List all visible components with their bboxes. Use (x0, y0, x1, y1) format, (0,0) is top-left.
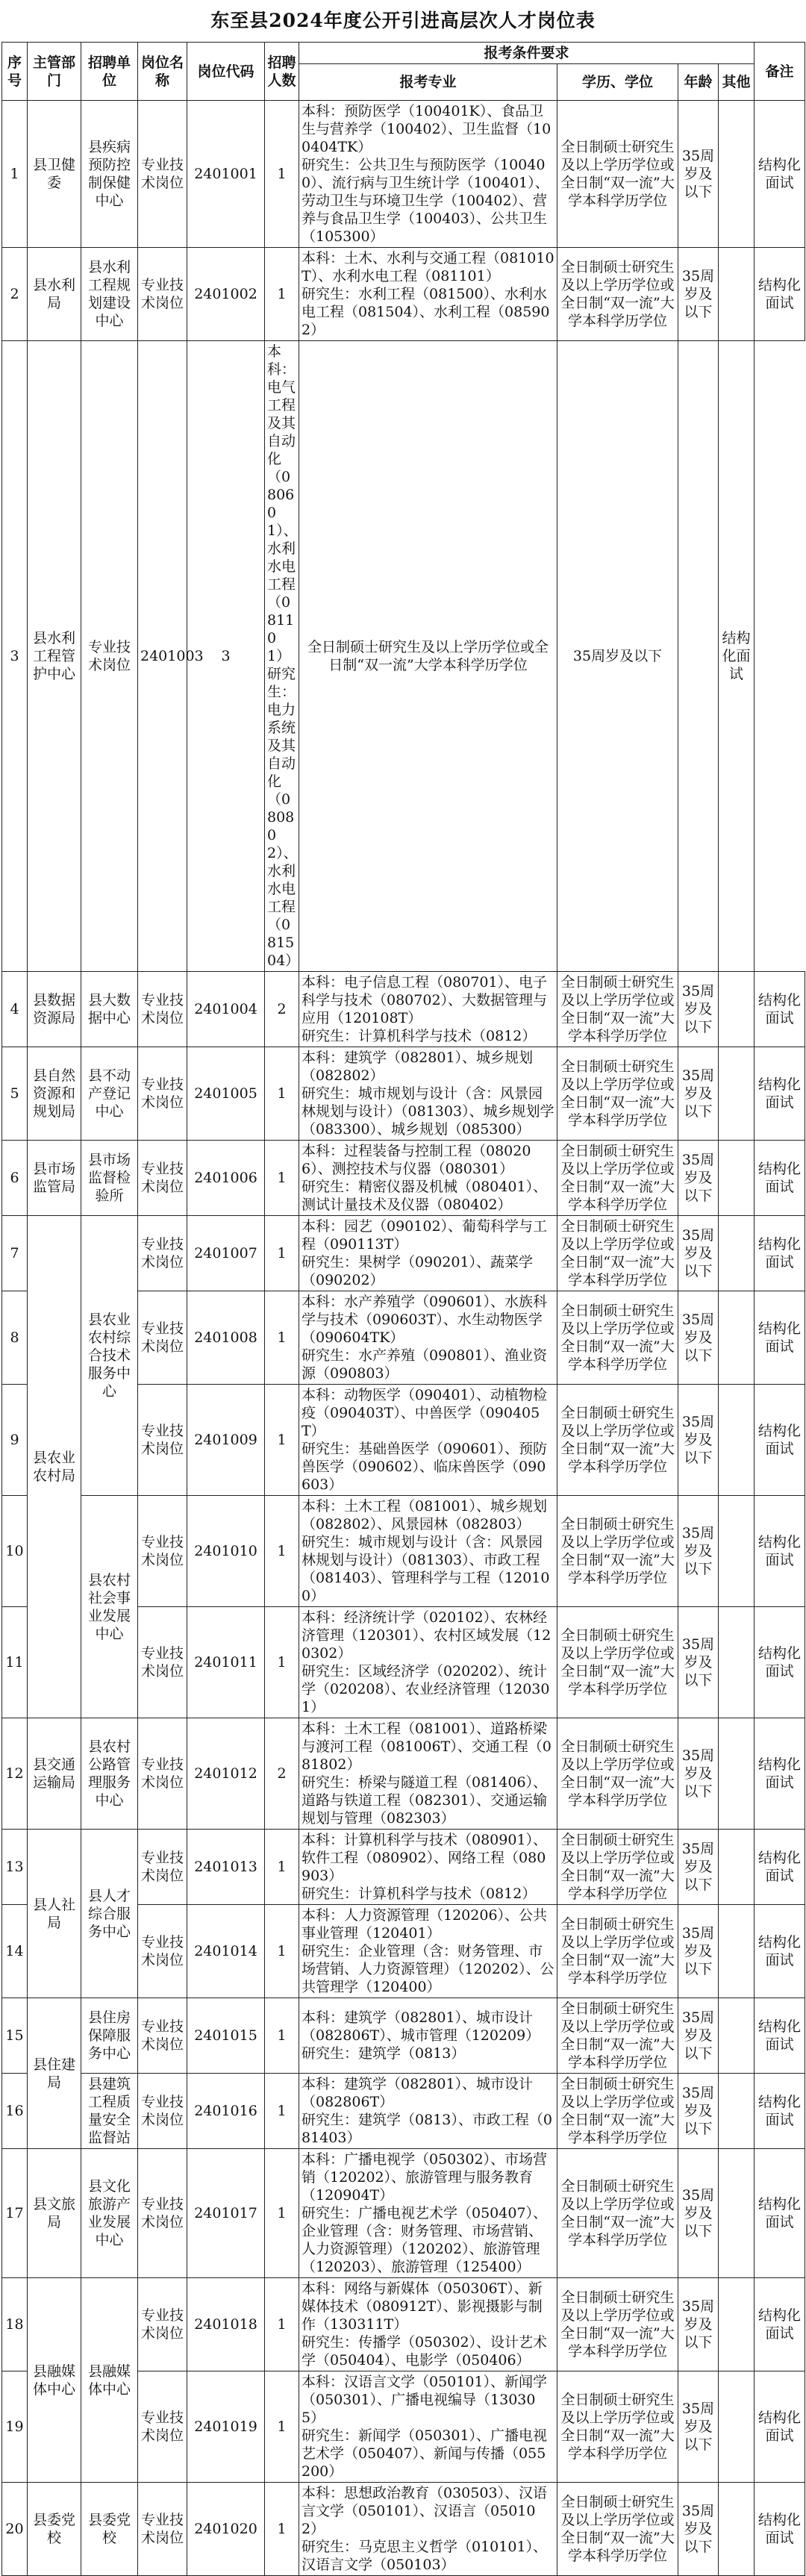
row-post-code: 2401003 (138, 341, 187, 972)
row-age: 35周岁及以下 (678, 1216, 719, 1291)
row-other (719, 101, 755, 248)
row-seq: 15 (2, 1998, 28, 2074)
row-unit: 县融媒体中心 (81, 2278, 138, 2483)
row-seq: 20 (2, 2483, 28, 2576)
row-education: 全日制硕士研究生及以上学历学位或全日制“双一流”大学本科学历学位 (557, 2278, 678, 2371)
row-post-name: 专业技术岗位 (138, 1385, 187, 1496)
row-count: 1 (265, 2149, 299, 2278)
positions-table (1, 42, 805, 2576)
row-post-name: 专业技术岗位 (81, 341, 138, 972)
row-unit: 县不动产登记中心 (81, 1047, 138, 1141)
row-other (719, 1830, 755, 1905)
row-other (719, 1718, 755, 1830)
row-count: 1 (265, 2483, 299, 2576)
row-seq: 16 (2, 2074, 28, 2149)
table-row (2, 2278, 805, 2371)
header-remark: 备注 (755, 43, 805, 101)
header-count: 招聘人数 (265, 43, 299, 101)
row-count: 1 (265, 2278, 299, 2371)
row-age: 35周岁及以下 (678, 1607, 719, 1718)
row-other (719, 2278, 755, 2371)
row-major: 本科：人力资源管理（120206）、公共事业管理（120401） 研究生：企业管理（含：财务管理、市场营销、人力资源管理）（120202）、公共管理学（120400） (299, 1905, 557, 1998)
row-post-code: 2401014 (187, 1905, 265, 1998)
row-count: 1 (265, 2371, 299, 2483)
row-other (719, 2371, 755, 2483)
row-major: 本科：过程装备与控制工程（080206）、测控技术与仪器（080301） 研究生：精密仪器及机械（080401）、测试计量技术及仪器（080402） (299, 1141, 557, 1216)
row-dept: 县水利局 (28, 248, 81, 341)
row-dept: 县文旅局 (28, 2149, 81, 2278)
row-other (719, 248, 755, 341)
row-other (719, 1607, 755, 1718)
row-post-code: 2401018 (187, 2278, 265, 2371)
row-other (719, 1141, 755, 1216)
row-unit: 县水利工程管护中心 (28, 341, 81, 972)
row-major: 本科：电气工程及其自动化（080601）、水利水电工程（081101） 研究生：电力系统及其自动化（080802）、水利水电工程（081504） (265, 341, 299, 972)
row-major: 本科：广播电视学（050302）、市场营销（120202）、旅游管理与服务教育（120904T） 研究生：广播电视艺术学（050407）、企业管理（含：财务管理、市场营销、人力资源管理）（120202）、旅游管理（120203）、旅游管理（125400） (299, 2149, 557, 2278)
row-age: 35周岁及以下 (678, 1718, 719, 1830)
row-remark: 结构化面试 (755, 1830, 805, 1905)
row-post-name: 专业技术岗位 (138, 101, 187, 248)
row-unit: 县农村社会事业发展中心 (81, 1496, 138, 1718)
row-remark: 结构化面试 (755, 1141, 805, 1216)
row-remark: 结构化面试 (755, 2149, 805, 2278)
row-post-name: 专业技术岗位 (138, 1047, 187, 1141)
row-remark: 结构化面试 (755, 2074, 805, 2149)
table-row (2, 101, 805, 248)
row-education: 全日制硕士研究生及以上学历学位或全日制“双一流”大学本科学历学位 (557, 1496, 678, 1607)
row-education: 全日制硕士研究生及以上学历学位或全日制“双一流”大学本科学历学位 (557, 1830, 678, 1905)
row-age: 35周岁及以下 (678, 1291, 719, 1385)
table-row (2, 1718, 805, 1830)
row-seq: 9 (2, 1385, 28, 1496)
row-post-code: 2401012 (187, 1718, 265, 1830)
header-education: 学历、学位 (557, 64, 678, 101)
row-dept: 县住建局 (28, 1998, 81, 2149)
row-seq: 12 (2, 1718, 28, 1830)
row-post-code: 2401009 (187, 1385, 265, 1496)
row-age: 35周岁及以下 (678, 1905, 719, 1998)
row-seq: 7 (2, 1216, 28, 1291)
table-row (2, 248, 805, 341)
row-count: 1 (265, 1496, 299, 1607)
row-seq: 4 (2, 972, 28, 1047)
row-remark: 结构化面试 (755, 1718, 805, 1830)
row-seq: 8 (2, 1291, 28, 1385)
table-row (2, 341, 805, 972)
row-count: 1 (265, 1607, 299, 1718)
header-other: 其他 (719, 64, 755, 101)
row-other (719, 972, 755, 1047)
table-row (2, 1047, 805, 1141)
row-seq: 19 (2, 2371, 28, 2483)
row-education: 全日制硕士研究生及以上学历学位或全日制“双一流”大学本科学历学位 (557, 1905, 678, 1998)
table-row (2, 1216, 805, 1291)
row-education: 全日制硕士研究生及以上学历学位或全日制“双一流”大学本科学历学位 (557, 2074, 678, 2149)
header-post-name: 岗位名称 (138, 43, 187, 101)
row-age: 35周岁及以下 (678, 1830, 719, 1905)
row-other (719, 1047, 755, 1141)
row-education: 全日制硕士研究生及以上学历学位或全日制“双一流”大学本科学历学位 (557, 1718, 678, 1830)
row-count: 1 (265, 1047, 299, 1141)
row-post-name: 专业技术岗位 (138, 2371, 187, 2483)
table-row (2, 2074, 805, 2149)
row-major: 本科：经济统计学（020102）、农林经济管理（120301）、农村区域发展（120302） 研究生：区域经济学（020202）、统计学（020208）、农业经济管理（120301） (299, 1607, 557, 1718)
row-seq: 5 (2, 1047, 28, 1141)
row-count: 2 (265, 1718, 299, 1830)
header-age: 年龄 (678, 64, 719, 101)
row-dept: 县卫健委 (28, 101, 81, 248)
row-other (719, 1496, 755, 1607)
row-post-code: 2401020 (187, 2483, 265, 2576)
row-seq: 14 (2, 1905, 28, 1998)
header-unit: 招聘单位 (81, 43, 138, 101)
row-age: 35周岁及以下 (678, 2371, 719, 2483)
row-dept: 县融媒体中心 (28, 2278, 81, 2483)
row-post-name: 专业技术岗位 (138, 1607, 187, 1718)
table-row (2, 1496, 805, 1607)
row-dept: 县农业农村局 (28, 1216, 81, 1718)
row-age: 35周岁及以下 (678, 2074, 719, 2149)
row-age: 35周岁及以下 (557, 341, 678, 972)
row-other (719, 2149, 755, 2278)
row-major: 本科：预防医学（100401K）、食品卫生与营养学（100402）、卫生监督（100404TK） 研究生：公共卫生与预防医学（100400）、流行病与卫生统计学（100401）、劳动卫生与环境卫生学（100402）、营养与食品卫生学（100403）、公共卫生（105300） (299, 101, 557, 248)
row-remark: 结构化面试 (755, 1385, 805, 1496)
row-unit: 县委党校 (81, 2483, 138, 2576)
row-education: 全日制硕士研究生及以上学历学位或全日制“双一流”大学本科学历学位 (557, 1385, 678, 1496)
row-education: 全日制硕士研究生及以上学历学位或全日制“双一流”大学本科学历学位 (299, 341, 557, 972)
row-seq: 1 (2, 101, 28, 248)
row-education: 全日制硕士研究生及以上学历学位或全日制“双一流”大学本科学历学位 (557, 248, 678, 341)
row-remark: 结构化面试 (755, 1905, 805, 1998)
row-remark: 结构化面试 (755, 1047, 805, 1141)
row-education: 全日制硕士研究生及以上学历学位或全日制“双一流”大学本科学历学位 (557, 2149, 678, 2278)
row-major: 本科：网络与新媒体（050306T）、新媒体技术（080912T）、影视摄影与制作（130311T） 研究生：传播学（050302）、设计艺术学（050404）、电影学（050406） (299, 2278, 557, 2371)
row-remark: 结构化面试 (755, 1496, 805, 1607)
row-other (719, 2483, 755, 2576)
positions-table-body (2, 101, 805, 2576)
row-unit: 县农村公路管理服务中心 (81, 1718, 138, 1830)
row-other (719, 1905, 755, 1998)
row-education: 全日制硕士研究生及以上学历学位或全日制“双一流”大学本科学历学位 (557, 1291, 678, 1385)
row-post-name: 专业技术岗位 (138, 2074, 187, 2149)
row-dept: 县数据资源局 (28, 972, 81, 1047)
row-seq: 11 (2, 1607, 28, 1718)
row-count: 1 (265, 1998, 299, 2074)
row-remark: 结构化面试 (755, 972, 805, 1047)
row-remark: 结构化面试 (755, 1216, 805, 1291)
row-post-name: 专业技术岗位 (138, 1718, 187, 1830)
table-row (2, 1998, 805, 2074)
table-row (2, 2483, 805, 2576)
row-post-name: 专业技术岗位 (138, 1496, 187, 1607)
row-dept: 县市场监管局 (28, 1141, 81, 1216)
row-other (719, 2074, 755, 2149)
row-count: 1 (265, 1905, 299, 1998)
row-post-name: 专业技术岗位 (138, 2278, 187, 2371)
row-major: 本科：建筑学（082801）、城市设计（082806T） 研究生：建筑学（0813）、市政工程（081403） (299, 2074, 557, 2149)
row-count: 1 (265, 1830, 299, 1905)
row-post-name: 专业技术岗位 (138, 2483, 187, 2576)
row-seq: 6 (2, 1141, 28, 1216)
table-row (2, 1830, 805, 1905)
row-post-code: 2401015 (187, 1998, 265, 2074)
row-seq: 18 (2, 2278, 28, 2371)
row-age: 35周岁及以下 (678, 101, 719, 248)
row-post-name: 专业技术岗位 (138, 1141, 187, 1216)
row-remark: 结构化面试 (755, 1607, 805, 1718)
row-major: 本科：土木工程（081001）、城乡规划（082802）、风景园林（082803） 研究生：城市规划与设计（含：风景园林规划与设计）（081303）、市政工程（081403）、管理科学与工程（120100） (299, 1496, 557, 1607)
row-age: 35周岁及以下 (678, 972, 719, 1047)
row-seq: 17 (2, 2149, 28, 2278)
row-post-code: 2401006 (187, 1141, 265, 1216)
row-unit: 县建筑工程质量安全监督站 (81, 2074, 138, 2149)
row-age: 35周岁及以下 (678, 248, 719, 341)
row-count: 1 (265, 1216, 299, 1291)
row-major: 本科：思想政治教育（030503）、汉语言文学（050101）、汉语言（050102） 研究生：马克思主义哲学（010101）、汉语言文学（050103） (299, 2483, 557, 2576)
row-age: 35周岁及以下 (678, 1998, 719, 2074)
row-post-name: 专业技术岗位 (138, 1998, 187, 2074)
row-education: 全日制硕士研究生及以上学历学位或全日制“双一流”大学本科学历学位 (557, 1141, 678, 1216)
row-dept: 县人社局 (28, 1830, 81, 1998)
row-remark: 结构化面试 (755, 1998, 805, 2074)
row-unit: 县人才综合服务中心 (81, 1830, 138, 1998)
table-row (2, 972, 805, 1047)
row-other (719, 1385, 755, 1496)
row-post-name: 专业技术岗位 (138, 1830, 187, 1905)
row-major: 本科：建筑学（082801）、城乡规划（082802） 研究生：城市规划与设计（含：风景园林规划与设计）（081303）、城乡规划学（083300）、城乡规划（085300） (299, 1047, 557, 1141)
row-major: 本科：园艺（090102）、葡萄科学与工程（090113T） 研究生：果树学（090201）、蔬菜学（090202） (299, 1216, 557, 1291)
row-age: 35周岁及以下 (678, 1385, 719, 1496)
row-seq: 2 (2, 248, 28, 341)
row-unit: 县水利工程规划建设中心 (81, 248, 138, 341)
row-post-name: 专业技术岗位 (138, 972, 187, 1047)
row-post-code: 2401011 (187, 1607, 265, 1718)
header-post-code: 岗位代码 (187, 43, 265, 101)
row-age: 35周岁及以下 (678, 1047, 719, 1141)
row-dept: 县交通运输局 (28, 1718, 81, 1830)
row-post-code: 2401004 (187, 972, 265, 1047)
row-major: 本科：动物医学（090401）、动植物检疫（090403T）、中兽医学（090405T） 研究生：基础兽医学（090601）、预防兽医学（090602）、临床兽医学（090603） (299, 1385, 557, 1496)
row-unit: 县住房保障服务中心 (81, 1998, 138, 2074)
row-age: 35周岁及以下 (678, 2278, 719, 2371)
row-education: 全日制硕士研究生及以上学历学位或全日制“双一流”大学本科学历学位 (557, 2483, 678, 2576)
row-post-code: 2401013 (187, 1830, 265, 1905)
header-seq: 序号 (2, 43, 28, 101)
row-education: 全日制硕士研究生及以上学历学位或全日制“双一流”大学本科学历学位 (557, 972, 678, 1047)
table-row (2, 2149, 805, 2278)
row-age: 35周岁及以下 (678, 1496, 719, 1607)
row-post-name: 专业技术岗位 (138, 1291, 187, 1385)
row-major: 本科：计算机科学与技术（080901）、软件工程（080902）、网络工程（080903） 研究生：计算机科学与技术（0812） (299, 1830, 557, 1905)
table-row (2, 1141, 805, 1216)
row-post-code: 2401007 (187, 1216, 265, 1291)
row-unit: 县市场监督检验所 (81, 1141, 138, 1216)
row-major: 本科：土木、水利与交通工程（081010T）、水利水电工程（081101） 研究生：水利工程（081500）、水利水电工程（081504）、水利工程（085902） (299, 248, 557, 341)
row-post-code: 2401002 (187, 248, 265, 341)
row-remark: 结构化面试 (755, 2371, 805, 2483)
row-post-code: 2401005 (187, 1047, 265, 1141)
row-count: 1 (265, 1385, 299, 1496)
header-dept: 主管部门 (28, 43, 81, 101)
row-major: 本科：电子信息工程（080701）、电子科学与技术（080702）、大数据管理与应用（120108T） 研究生：计算机科学与技术（0812） (299, 972, 557, 1047)
row-age: 35周岁及以下 (678, 2483, 719, 2576)
row-unit: 县文化旅游产业发展中心 (81, 2149, 138, 2278)
page-title: 东至县2024年度公开引进高层次人才岗位表 (210, 10, 596, 31)
row-post-code: 2401008 (187, 1291, 265, 1385)
row-remark: 结构化面试 (719, 341, 755, 972)
row-education: 全日制硕士研究生及以上学历学位或全日制“双一流”大学本科学历学位 (557, 2371, 678, 2483)
header-major: 报考专业 (299, 64, 557, 101)
row-dept: 县自然资源和规划局 (28, 1047, 81, 1141)
row-count: 1 (265, 2074, 299, 2149)
row-post-code: 2401019 (187, 2371, 265, 2483)
row-education: 全日制硕士研究生及以上学历学位或全日制“双一流”大学本科学历学位 (557, 1047, 678, 1141)
row-count: 1 (265, 248, 299, 341)
row-seq: 10 (2, 1496, 28, 1607)
row-remark: 结构化面试 (755, 101, 805, 248)
row-unit: 县农业农村综合技术服务中心 (81, 1216, 138, 1496)
row-other (678, 341, 719, 972)
row-seq: 13 (2, 1830, 28, 1905)
row-major: 本科：土木工程（081001）、道路桥梁与渡河工程（081006T）、交通工程（081802） 研究生：桥梁与隧道工程（081406）、道路与铁道工程（082301）、交通运输规划与管理（082303） (299, 1718, 557, 1830)
row-post-name: 专业技术岗位 (138, 1905, 187, 1998)
row-post-name: 专业技术岗位 (138, 248, 187, 341)
header-requirements: 报考条件要求 (299, 43, 755, 64)
row-count: 2 (265, 972, 299, 1047)
row-post-name: 专业技术岗位 (138, 1216, 187, 1291)
row-major: 本科：建筑学（082801）、城市设计（082806T）、城市管理（120209） 研究生：建筑学（0813） (299, 1998, 557, 2074)
row-age: 35周岁及以下 (678, 1141, 719, 1216)
row-education: 全日制硕士研究生及以上学历学位或全日制“双一流”大学本科学历学位 (557, 1607, 678, 1718)
row-remark: 结构化面试 (755, 2278, 805, 2371)
row-count: 1 (265, 1141, 299, 1216)
row-seq: 3 (2, 341, 28, 972)
row-remark: 结构化面试 (755, 1291, 805, 1385)
row-post-code: 2401016 (187, 2074, 265, 2149)
row-post-code: 2401010 (187, 1496, 265, 1607)
row-major: 本科：水产养殖学（090601）、水族科学与技术（090603T）、水生动物医学（090604TK） 研究生：水产养殖（090801）、渔业资源（090803） (299, 1291, 557, 1385)
row-post-name: 专业技术岗位 (138, 2149, 187, 2278)
row-age: 35周岁及以下 (678, 2149, 719, 2278)
row-education: 全日制硕士研究生及以上学历学位或全日制“双一流”大学本科学历学位 (557, 1216, 678, 1291)
row-major: 本科：汉语言文学（050101）、新闻学（050301）、广播电视编导（130305） 研究生：新闻学（050301）、广播电视艺术学（050407）、新闻与传播（055200） (299, 2371, 557, 2483)
row-other (719, 1998, 755, 2074)
row-unit: 县疾病预防控制保健中心 (81, 101, 138, 248)
row-education: 全日制硕士研究生及以上学历学位或全日制“双一流”大学本科学历学位 (557, 1998, 678, 2074)
row-post-code: 2401001 (187, 101, 265, 248)
row-count: 1 (265, 1291, 299, 1385)
row-education: 全日制硕士研究生及以上学历学位或全日制“双一流”大学本科学历学位 (557, 101, 678, 248)
row-unit: 县大数据中心 (81, 972, 138, 1047)
row-other (719, 1216, 755, 1291)
row-remark: 结构化面试 (755, 2483, 805, 2576)
row-post-code: 2401017 (187, 2149, 265, 2278)
row-other (719, 1291, 755, 1385)
row-remark: 结构化面试 (755, 248, 805, 341)
row-count: 1 (265, 101, 299, 248)
row-count: 3 (187, 341, 265, 972)
row-dept: 县委党校 (28, 2483, 81, 2576)
